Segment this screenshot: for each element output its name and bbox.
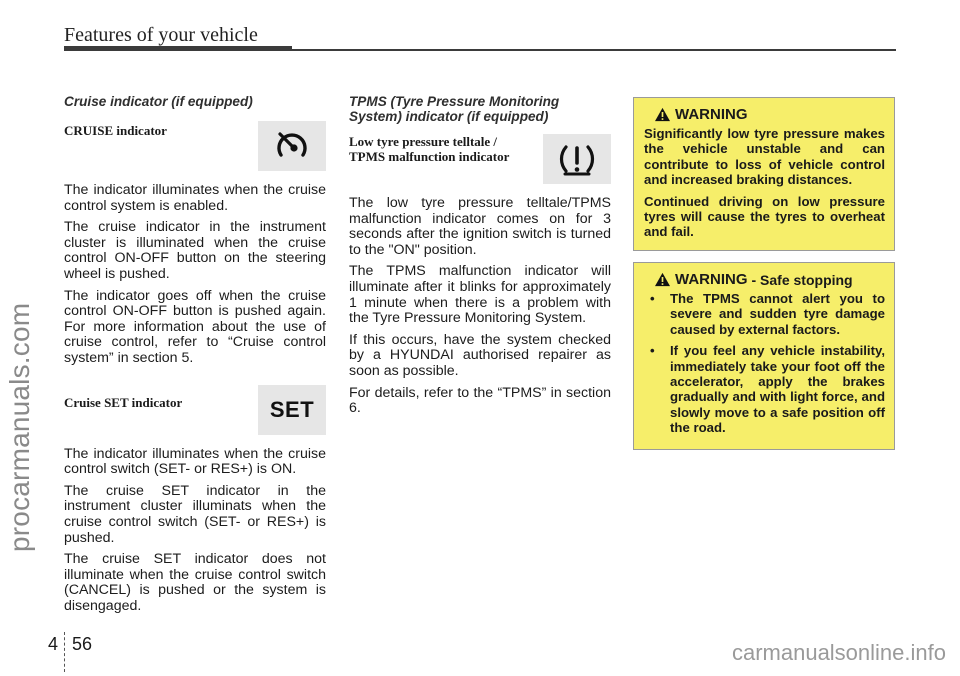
tpms-paragraph-3: If this occurs, have the system checked by a HYUNDAI authorised repairer as soon as possible. xyxy=(349,331,611,379)
cruise-paragraph-3: The indicator goes off when the cruise control ON-OFF button is pushed again. For more information about the use of cruise control, refer to “Cruise control system” in section 5. xyxy=(64,287,326,366)
tyre-pressure-warning-icon xyxy=(557,139,597,179)
cruise-indicator-row xyxy=(64,121,326,183)
warning-bullet-text: The TPMS cannot alert you to severe and sudden tyre damage caused by external factors. xyxy=(670,291,885,337)
footer-page-number: 56 xyxy=(72,634,93,654)
column-tpms xyxy=(349,94,611,423)
footer-divider xyxy=(64,632,65,672)
set-paragraph-2: The cruise SET indicator in the instrument cluster illuminats when the cruise control switch (SET- or RES+) is pushed. xyxy=(64,482,326,546)
warning-title: WARNING xyxy=(675,271,748,288)
tpms-paragraph-2: The TPMS malfunction indicator will illuminate after it blinks for approximately 1 minute when there is a problem with the Tyre Pressure Monitoring System. xyxy=(349,263,611,327)
tpms-icon-box xyxy=(543,134,611,184)
cruise-paragraph-1: The indicator illuminates when the cruise control system is enabled. xyxy=(64,182,326,214)
footer-watermark: carmanualsonline.info xyxy=(731,640,946,665)
bullet-icon: • xyxy=(650,343,655,359)
header-rule-thick xyxy=(64,46,292,51)
warning-bullet-item xyxy=(644,343,885,435)
cruise-set-icon-box xyxy=(258,385,326,435)
warning-box-tyre-pressure xyxy=(633,97,895,251)
section-heading-tpms: TPMS (Tyre Pressure Monitoring System) indicator (if equipped) xyxy=(349,94,560,124)
header-rule-thin xyxy=(292,49,896,51)
cruise-set-indicator-label: Cruise SET indicator xyxy=(64,394,183,410)
footer-chapter-number: 4 xyxy=(48,634,59,654)
warning-title-row xyxy=(654,106,885,123)
warning-bullet-item xyxy=(644,291,885,337)
page-header-title: Features of your vehicle xyxy=(64,24,258,46)
warning-title: WARNING xyxy=(675,106,748,123)
warning-bullet-list xyxy=(644,291,885,436)
tpms-indicator-label: Low tyre pressure telltale / TPMS malfunction indicator xyxy=(349,134,510,164)
bullet-icon: • xyxy=(650,291,655,306)
warning-box-safe-stopping xyxy=(633,262,895,450)
warning-triangle-icon xyxy=(654,107,671,122)
warning-paragraph-2: Continued driving on low pressure tyres will cause the tyres to overheat and fail. xyxy=(644,193,885,240)
tpms-paragraph-1: The low tyre pressure telltale/TPMS malfunction indicator comes on for 3 seconds after the ignition switch is turned to the "ON" position. xyxy=(349,195,611,258)
cruise-icon-box xyxy=(258,121,326,171)
cruise-set-indicator-row xyxy=(64,385,326,447)
side-watermark: procarmanuals.com xyxy=(4,302,35,552)
set-paragraph-3: The cruise SET indicator does not illuminate when the cruise control switch (CANCEL) is pushed or the system is disengaged. xyxy=(64,551,326,614)
cruise-paragraph-2: The cruise indicator in the instrument cluster is illuminated when the cruise control ON-OFF button on the steering wheel is pushed. xyxy=(64,219,326,282)
tpms-indicator-row xyxy=(349,132,611,196)
set-indicator-icon: SET xyxy=(269,396,315,422)
tpms-paragraph-4: For details, refer to the “TPMS” in section 6. xyxy=(349,384,611,417)
warning-title-row xyxy=(654,271,885,288)
warning-bullet-text: If you feel any vehicle instability, immediately take your foot off the accelerator, apply the brakes gradually and with light force, and slowly move to a safe position off the road. xyxy=(670,343,885,436)
column-cruise xyxy=(64,94,326,620)
section-heading-cruise: Cruise indicator (if equipped) xyxy=(64,94,253,109)
set-paragraph-1: The indicator illuminates when the cruise control switch (SET- or RES+) is ON. xyxy=(64,445,326,478)
warning-triangle-icon xyxy=(654,272,671,287)
cruise-speedometer-icon xyxy=(272,126,312,166)
cruise-indicator-label: CRUISE indicator xyxy=(64,123,167,138)
warning-subtitle: - Safe stopping xyxy=(751,271,853,288)
warning-paragraph-1: Significantly low tyre pressure makes the vehicle unstable and can contribute to loss of vehicle control and increased braking distances. xyxy=(644,126,885,188)
